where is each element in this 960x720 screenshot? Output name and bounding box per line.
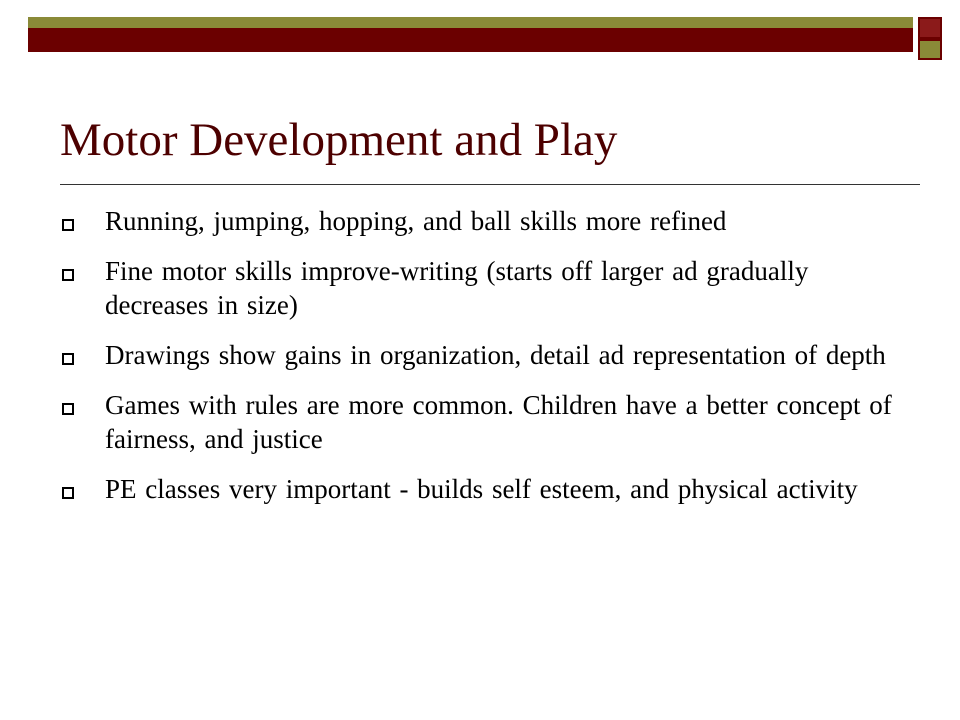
bullet-item [62,338,902,372]
header-corner-square-bottom [918,39,942,60]
title-divider [60,184,920,185]
header-maroon-bar [28,28,913,52]
bullet-item [62,388,902,456]
hollow-square-icon [62,403,74,415]
hollow-square-icon [62,269,74,281]
bullet-text: Running, jumping, hopping, and ball skills more refined [105,206,727,236]
slide-title: Motor Development and Play [60,114,618,166]
bullet-item [62,472,902,506]
bullet-text: PE classes very important - builds self esteem, and physical activity [105,474,858,504]
bullet-text: Drawings show gains in organization, detail ad representation of depth [105,340,886,370]
bullet-list [62,204,902,522]
bullet-item [62,204,902,238]
hollow-square-icon [62,353,74,365]
header-corner-square-top [918,17,942,39]
hollow-square-icon [62,487,74,499]
bullet-text: Games with rules are more common. Children have a better concept of fairness, and justice [105,390,892,454]
header-olive-bar [28,17,913,28]
bullet-item [62,254,902,322]
hollow-square-icon [62,219,74,231]
bullet-text: Fine motor skills improve-writing (starts off larger ad gradually decreases in size) [105,256,809,320]
